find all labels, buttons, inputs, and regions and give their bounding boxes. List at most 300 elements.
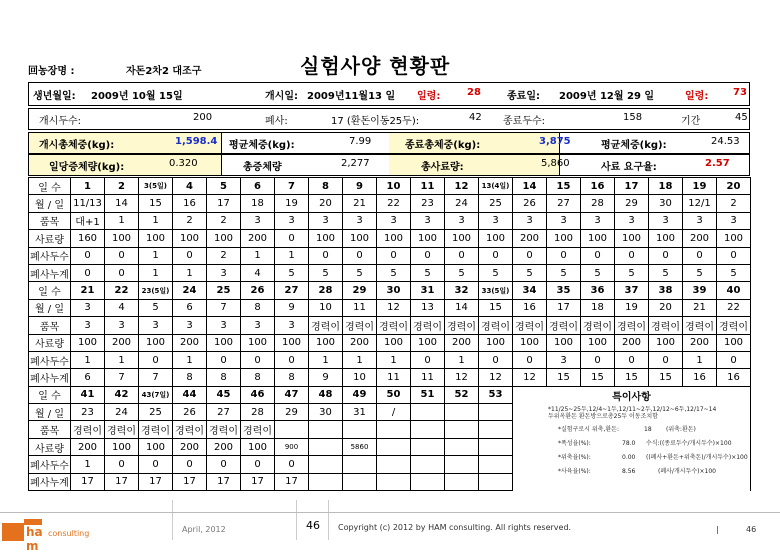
grid-cell: 7 xyxy=(275,178,309,195)
grid-cell-empty xyxy=(343,456,377,473)
grid-row-block2-day xyxy=(29,282,751,299)
end-age-label: 일령: xyxy=(685,91,709,102)
grid-cell: 14 xyxy=(105,195,139,212)
grid-cell: 20 xyxy=(649,299,683,316)
grid-cell: 12 xyxy=(513,369,547,386)
grid-row-block1-cum xyxy=(29,264,751,281)
grid-cell: 8 xyxy=(241,299,275,316)
grid-cell: 0 xyxy=(717,247,751,264)
grid-cell: 160 xyxy=(71,230,105,247)
footer xyxy=(0,512,780,553)
grid-cell: 34 xyxy=(513,282,547,299)
grid-cell: 0 xyxy=(683,247,717,264)
row-label-day: 일 수 xyxy=(29,178,71,195)
grid-cell: 15 xyxy=(581,369,615,386)
grid-cell: 20 xyxy=(717,178,751,195)
grid-cell-empty xyxy=(479,473,513,490)
grid-cell: 0 xyxy=(173,456,207,473)
grid-cell: 경력이 xyxy=(683,317,717,334)
grid-cell: 28 xyxy=(241,404,275,421)
grid-cell: 100 xyxy=(649,230,683,247)
info-row-gain xyxy=(28,154,750,176)
grid-cell: 3 xyxy=(207,317,241,334)
grid-cell: 100 xyxy=(207,334,241,351)
grid-cell: 100 xyxy=(479,334,513,351)
grid-cell: 23 xyxy=(71,404,105,421)
grid-cell: 30 xyxy=(377,282,411,299)
grid-cell: 33(5일) xyxy=(479,282,513,299)
grid-cell: 200 xyxy=(105,334,139,351)
grid-cell: 17 xyxy=(241,473,275,490)
grid-cell: 16 xyxy=(173,195,207,212)
row-label-deaths: 폐사두수 xyxy=(29,456,71,473)
start-count-label: 개시두수: xyxy=(39,116,82,127)
total-gain: 2,277 xyxy=(341,158,370,169)
grid-cell: 23 xyxy=(411,195,445,212)
grid-cell: 17 xyxy=(207,473,241,490)
end-label: 종료일: xyxy=(507,91,540,102)
grid-cell: 0 xyxy=(513,247,547,264)
grid-cell: 경력이 xyxy=(309,317,343,334)
grid-cell: 100 xyxy=(241,438,275,455)
grid-cell: 5 xyxy=(139,299,173,316)
grid-cell: 19 xyxy=(683,178,717,195)
row-label-deaths: 폐사두수 xyxy=(29,247,71,264)
grid-cell: 100 xyxy=(105,438,139,455)
grid-cell: 3 xyxy=(377,212,411,229)
grid-cell: 10 xyxy=(343,369,377,386)
grid-row-block2-cum xyxy=(29,369,751,386)
grid-cell: 경력이 xyxy=(173,421,207,438)
grid-cell: 3 xyxy=(343,212,377,229)
grid-cell: 15 xyxy=(649,369,683,386)
grid-cell: 36 xyxy=(581,282,615,299)
start-age-label: 일령: xyxy=(417,91,441,102)
grid-cell: 경력이 xyxy=(377,317,411,334)
grid-cell: 경력이 xyxy=(581,317,615,334)
grid-cell: 200 xyxy=(615,334,649,351)
grid-cell: 100 xyxy=(479,230,513,247)
grid-cell: 7 xyxy=(207,299,241,316)
grid-cell: 3 xyxy=(717,212,751,229)
grid-cell: 17 xyxy=(615,178,649,195)
grid-cell: 40 xyxy=(717,282,751,299)
grid-cell: 200 xyxy=(173,438,207,455)
total-feed-label: 총사료량: xyxy=(421,162,464,173)
end-total-wt-label: 종료총체중(kg): xyxy=(405,140,481,151)
grid-cell: 3 xyxy=(547,212,581,229)
grid-cell: 6 xyxy=(71,369,105,386)
grid-row-block1-feed xyxy=(29,230,751,247)
grid-cell: 3(5일) xyxy=(139,178,173,195)
grid-cell: 5 xyxy=(717,264,751,281)
period-value: 45 xyxy=(735,112,748,123)
grid-cell: 17 xyxy=(275,473,309,490)
start-avg-wt: 7.99 xyxy=(349,136,372,147)
grid-cell-empty xyxy=(377,456,411,473)
grid-cell-empty xyxy=(411,473,445,490)
footer-copyright: Copyright (c) 2012 by HAM consulting. All rights reserved. xyxy=(338,523,572,532)
grid-cell: 경력이 xyxy=(717,317,751,334)
grid-cell: 200 xyxy=(513,230,547,247)
notes-line-2: 두위옥환돈 환돈방으로총25두 이동조치함 xyxy=(548,413,658,420)
notes-panel xyxy=(548,406,750,482)
grid-cell: 17 xyxy=(139,473,173,490)
grid-cell: 100 xyxy=(241,334,275,351)
grid-cell: 900 xyxy=(275,438,309,455)
grid-cell-empty xyxy=(445,456,479,473)
grid-cell: 4 xyxy=(241,264,275,281)
grid-cell: 44 xyxy=(173,386,207,403)
grid-cell: 경력이 xyxy=(139,421,173,438)
grid-row-block2-deaths xyxy=(29,351,751,368)
grid-cell: 21 xyxy=(343,195,377,212)
grid-cell: 13 xyxy=(411,299,445,316)
start-avg-wt-label: 평균체중(kg): xyxy=(229,140,295,151)
row-label-cum: 폐사누계 xyxy=(29,369,71,386)
notes-v6: 8.56 xyxy=(622,468,636,475)
grid-cell: 0 xyxy=(139,351,173,368)
grid-cell-empty xyxy=(309,456,343,473)
row-label-day: 일 수 xyxy=(29,386,71,403)
grid-row-block2-item xyxy=(29,317,751,334)
start-total-wt: 1,598.4 xyxy=(175,136,218,147)
end-avg-wt: 24.53 xyxy=(711,136,740,147)
grid-cell: 0 xyxy=(105,456,139,473)
grid-cell: 0 xyxy=(615,351,649,368)
grid-cell: 11 xyxy=(411,178,445,195)
info-row-weights xyxy=(28,132,750,154)
grid-cell-empty xyxy=(343,473,377,490)
grid-cell: 39 xyxy=(683,282,717,299)
grid-cell: 31 xyxy=(343,404,377,421)
grid-cell: 2 xyxy=(207,212,241,229)
grid-cell: 25 xyxy=(207,282,241,299)
grid-cell: 0 xyxy=(105,247,139,264)
grid-cell: 1 xyxy=(71,456,105,473)
grid-cell: 경력이 xyxy=(479,317,513,334)
grid-cell: 17 xyxy=(71,473,105,490)
grid-cell: 200 xyxy=(343,334,377,351)
grid-cell: 28 xyxy=(581,195,615,212)
grid-cell: 100 xyxy=(71,334,105,351)
grid-cell: 3 xyxy=(275,212,309,229)
grid-row-block1-day xyxy=(29,178,751,195)
grid-cell-empty xyxy=(411,404,445,421)
deaths-label: 폐사: xyxy=(265,116,288,127)
grid-cell: 1 xyxy=(71,178,105,195)
grid-cell: 100 xyxy=(513,334,547,351)
grid-cell-empty xyxy=(377,473,411,490)
row-label-date: 월 / 일 xyxy=(29,299,71,316)
grid-cell: 0 xyxy=(411,247,445,264)
grid-cell: 24 xyxy=(105,404,139,421)
grid-cell: 0 xyxy=(377,247,411,264)
grid-cell: 15 xyxy=(547,369,581,386)
grid-cell: 1 xyxy=(343,351,377,368)
grid-cell: 16 xyxy=(581,178,615,195)
grid-cell: 5 xyxy=(309,264,343,281)
birth-date: 2009년 10월 15일 xyxy=(91,91,183,102)
grid-cell: 경력이 xyxy=(71,421,105,438)
grid-cell: 경력이 xyxy=(547,317,581,334)
grid-cell: 51 xyxy=(411,386,445,403)
grid-cell: 3 xyxy=(241,317,275,334)
grid-cell: 16 xyxy=(683,369,717,386)
grid-cell: 0 xyxy=(207,351,241,368)
grid-row-block2-feed xyxy=(29,334,751,351)
grid-cell: 19 xyxy=(615,299,649,316)
grid-cell: 100 xyxy=(139,334,173,351)
grid-cell: 0 xyxy=(445,247,479,264)
grid-cell: 100 xyxy=(581,230,615,247)
grid-cell: 0 xyxy=(615,247,649,264)
grid-cell: 3 xyxy=(513,212,547,229)
grid-cell-empty xyxy=(309,438,343,455)
grid-cell: 1 xyxy=(105,212,139,229)
grid-cell: 5 xyxy=(649,264,683,281)
end-age: 73 xyxy=(733,87,747,98)
end-count-label: 종료두수: xyxy=(503,116,546,127)
grid-cell: 17 xyxy=(547,299,581,316)
grid-cell: 200 xyxy=(71,438,105,455)
grid-cell: 3 xyxy=(547,351,581,368)
grid-cell-empty xyxy=(377,421,411,438)
grid-cell: 18 xyxy=(649,178,683,195)
grid-cell-empty xyxy=(479,438,513,455)
deaths-value: 17 (환돈이동25두): xyxy=(331,116,420,127)
info-row-dates xyxy=(28,82,750,106)
grid-cell: 대+1 xyxy=(71,212,105,229)
grid-cell: 53 xyxy=(479,386,513,403)
grid-cell: 30 xyxy=(649,195,683,212)
logo-consulting: consulting xyxy=(48,529,90,538)
end-avg-wt-label: 평균체중(kg): xyxy=(601,140,667,151)
grid-cell: 6 xyxy=(173,299,207,316)
grid-cell: 5 xyxy=(275,264,309,281)
grid-cell: 17 xyxy=(105,473,139,490)
grid-cell: 23(5일) xyxy=(139,282,173,299)
notes-f6: (폐사/개시두수)×100 xyxy=(658,468,716,475)
period-label: 기간 xyxy=(681,116,701,127)
grid-cell: 3 xyxy=(275,317,309,334)
grid-cell: 18 xyxy=(241,195,275,212)
grid-cell: 3 xyxy=(71,299,105,316)
grid-cell: 32 xyxy=(445,282,479,299)
grid-cell: 100 xyxy=(411,334,445,351)
total-gain-label: 총증체량 xyxy=(243,162,282,173)
grid-cell: 10 xyxy=(377,178,411,195)
grid-cell: 5860 xyxy=(343,438,377,455)
grid-cell: 12/1 xyxy=(683,195,717,212)
grid-cell: 경력이 xyxy=(445,317,479,334)
start-date: 2009년11월13 일 xyxy=(307,91,396,102)
grid-cell: 경력이 xyxy=(411,317,445,334)
grid-cell: 1 xyxy=(173,351,207,368)
end-count: 158 xyxy=(623,112,643,123)
grid-cell: 0 xyxy=(105,264,139,281)
grid-row-block1-date xyxy=(29,195,751,212)
row-label-day: 일 수 xyxy=(29,282,71,299)
row-label-deaths: 폐사두수 xyxy=(29,351,71,368)
notes-f5: ((폐사+환돈+위축돈)/개시두수)×100 xyxy=(646,454,748,461)
grid-cell: 37 xyxy=(615,282,649,299)
grid-cell: 8 xyxy=(275,369,309,386)
grid-cell: 5 xyxy=(513,264,547,281)
grid-cell: 3 xyxy=(139,317,173,334)
grid-cell-empty xyxy=(275,421,309,438)
grid-cell: 42 xyxy=(105,386,139,403)
end-date: 2009년 12월 29 일 xyxy=(559,91,655,102)
grid-cell: 2 xyxy=(105,178,139,195)
grid-cell: / xyxy=(377,404,411,421)
start-total-wt-label: 개시총체중(kg): xyxy=(39,140,115,151)
grid-cell: 11 xyxy=(343,299,377,316)
grid-cell: 43(7일) xyxy=(139,386,173,403)
grid-cell: 200 xyxy=(445,334,479,351)
grid-cell-empty xyxy=(411,456,445,473)
grid-cell-empty xyxy=(343,421,377,438)
grid-cell: 0 xyxy=(71,264,105,281)
grid-cell: 8 xyxy=(173,369,207,386)
row-label-item: 품목 xyxy=(29,317,71,334)
daily-gain: 0.320 xyxy=(169,158,198,169)
grid-cell: 30 xyxy=(309,404,343,421)
grid-cell: 26 xyxy=(513,195,547,212)
grid-cell: 7 xyxy=(139,369,173,386)
row-label-item: 품목 xyxy=(29,212,71,229)
grid-cell: 18 xyxy=(581,299,615,316)
grid-cell-empty xyxy=(479,456,513,473)
grid-cell: 3 xyxy=(445,212,479,229)
grid-cell: 11/13 xyxy=(71,195,105,212)
grid-cell: 21 xyxy=(71,282,105,299)
grid-cell: 100 xyxy=(139,438,173,455)
grid-cell: 0 xyxy=(309,247,343,264)
grid-cell: 0 xyxy=(241,351,275,368)
grid-cell: 0 xyxy=(71,247,105,264)
grid-cell: 11 xyxy=(377,369,411,386)
grid-cell: 15 xyxy=(139,195,173,212)
grid-cell: 5 xyxy=(547,264,581,281)
grid-cell: 100 xyxy=(105,230,139,247)
grid-cell: 100 xyxy=(581,334,615,351)
grid-cell: 100 xyxy=(139,230,173,247)
daily-gain-label: 일당증체량(kg): xyxy=(49,162,125,173)
notes-line-5: *위축율(%): xyxy=(558,454,591,461)
grid-cell-empty xyxy=(309,473,343,490)
notes-line-4: *폭성율(%): xyxy=(558,440,591,447)
grid-row-block2-date xyxy=(29,299,751,316)
grid-cell: 9 xyxy=(343,178,377,195)
grid-cell: 1 xyxy=(139,264,173,281)
grid-cell: 100 xyxy=(615,230,649,247)
grid-cell: 41 xyxy=(71,386,105,403)
grid-cell: 1 xyxy=(309,351,343,368)
row-label-cum: 폐사누계 xyxy=(29,473,71,490)
grid-cell: 6 xyxy=(241,178,275,195)
grid-cell: 100 xyxy=(445,230,479,247)
notes-line-1: *11/25~25두,12/4~1두,12/11~2두,12/12~6두,12/17~14 xyxy=(548,406,717,413)
grid-cell: 8 xyxy=(309,178,343,195)
grid-cell: 4 xyxy=(173,178,207,195)
grid-cell: 47 xyxy=(275,386,309,403)
grid-cell: 14 xyxy=(445,299,479,316)
notes-f3: (위축:환돈) xyxy=(666,426,696,433)
grid-cell: 경력이 xyxy=(105,421,139,438)
grid-cell: 50 xyxy=(377,386,411,403)
grid-cell-empty xyxy=(411,438,445,455)
grid-cell: 3 xyxy=(649,212,683,229)
grid-cell: 0 xyxy=(547,247,581,264)
grid-cell: 0 xyxy=(513,351,547,368)
row-label-item: 품목 xyxy=(29,421,71,438)
row-label-feed: 사료량 xyxy=(29,438,71,455)
grid-cell: 45 xyxy=(207,386,241,403)
grid-cell: 3 xyxy=(581,212,615,229)
grid-cell: 경력이 xyxy=(615,317,649,334)
grid-cell: 0 xyxy=(275,230,309,247)
grid-cell: 17 xyxy=(207,195,241,212)
grid-cell: 3 xyxy=(309,212,343,229)
grid-cell: 5 xyxy=(581,264,615,281)
grid-cell: 8 xyxy=(241,369,275,386)
grid-cell: 25 xyxy=(479,195,513,212)
grid-cell: 17 xyxy=(173,473,207,490)
ham-logo xyxy=(2,519,43,553)
row-label-date: 월 / 일 xyxy=(29,195,71,212)
grid-cell: 3 xyxy=(173,317,207,334)
grid-cell: 26 xyxy=(241,282,275,299)
notes-line-6: *사육율(%): xyxy=(558,468,591,475)
grid-cell: 25 xyxy=(139,404,173,421)
grid-cell: 100 xyxy=(377,334,411,351)
birth-label: 생년월일: xyxy=(33,91,76,102)
grid-cell: 31 xyxy=(411,282,445,299)
grid-cell: 3 xyxy=(71,317,105,334)
grid-cell: 3 xyxy=(241,212,275,229)
grid-cell: 19 xyxy=(275,195,309,212)
footer-page-number: 46 xyxy=(746,525,757,534)
grid-cell-empty xyxy=(479,421,513,438)
footer-separator: | xyxy=(716,525,719,534)
grid-cell: 29 xyxy=(615,195,649,212)
grid-cell: 100 xyxy=(207,230,241,247)
grid-cell: 200 xyxy=(683,230,717,247)
grid-cell: 5 xyxy=(683,264,717,281)
row-label-date: 월 / 일 xyxy=(29,404,71,421)
grid-cell: 5 xyxy=(377,264,411,281)
grid-cell: 경력이 xyxy=(649,317,683,334)
notes-v3: 18 xyxy=(644,426,652,433)
logo-text: ha m xyxy=(26,525,43,553)
grid-cell: 0 xyxy=(581,247,615,264)
grid-cell: 경력이 xyxy=(207,421,241,438)
grid-cell: 0 xyxy=(581,351,615,368)
grid-cell: 27 xyxy=(275,282,309,299)
grid-cell: 1 xyxy=(173,264,207,281)
grid-cell: 1 xyxy=(105,351,139,368)
grid-cell: 3 xyxy=(479,212,513,229)
grid-cell: 5 xyxy=(615,264,649,281)
grid-cell: 1 xyxy=(139,212,173,229)
page-title: 실험사양 현황판 xyxy=(300,54,451,78)
grid-cell: 24 xyxy=(173,282,207,299)
grid-row-block1-item xyxy=(29,212,751,229)
grid-cell: 49 xyxy=(343,386,377,403)
grid-cell: 8 xyxy=(207,369,241,386)
grid-cell: 1 xyxy=(275,247,309,264)
